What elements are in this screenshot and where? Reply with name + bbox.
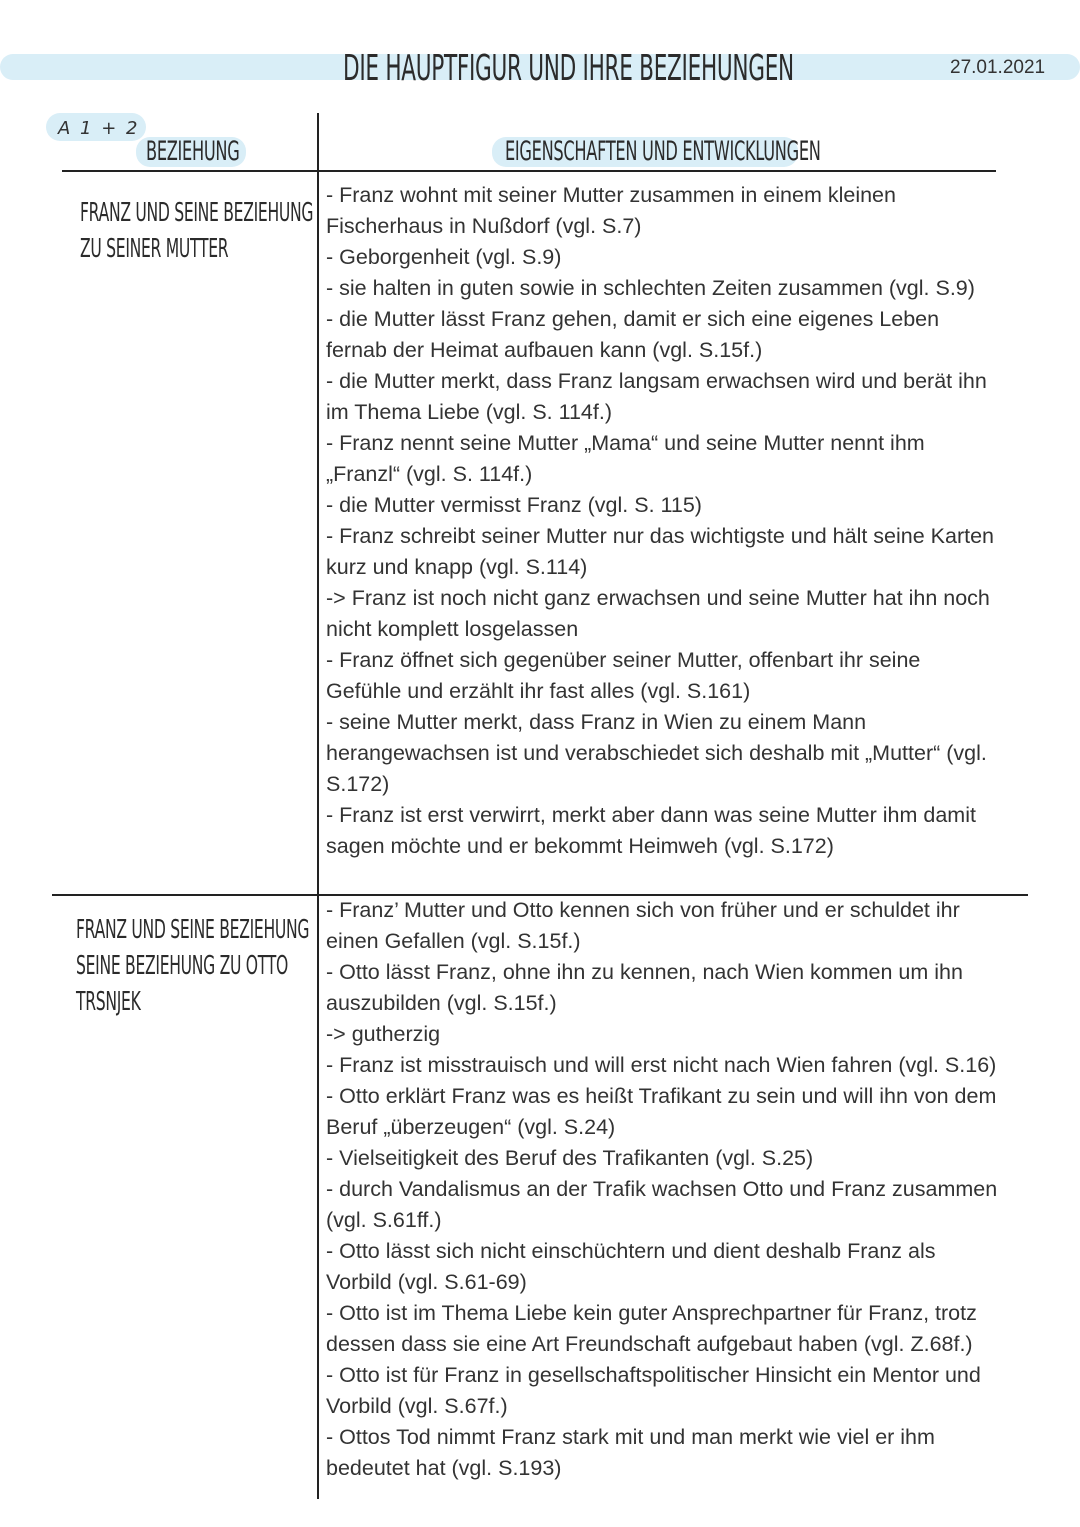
row-label-line: SEINE BEZIEHUNG ZU OTTO [76, 951, 288, 981]
text-line: - seine Mutter merkt, dass Franz in Wien zu einem Mann [326, 710, 867, 734]
text-line: - Ottos Tod nimmt Franz stark mit und man merkt wie viel er ihm [326, 1425, 935, 1449]
row-content-otto [326, 895, 1046, 1484]
text-line: - durch Vandalismus an der Trafik wachsen Otto und Franz zusammen [326, 1177, 998, 1201]
text-line: Vorbild (vgl. S.67f.) [326, 1394, 508, 1418]
text-line: - die Mutter lässt Franz gehen, damit er sich eine eigenes Leben [326, 307, 940, 331]
task-label: A 1 + 2 [58, 118, 140, 139]
text-line: - Franz wohnt mit seiner Mutter zusammen in einem kleinen [326, 183, 896, 207]
text-line: -> Franz ist noch nicht ganz erwachsen und seine Mutter hat ihn noch [326, 586, 990, 610]
text-line: - Franz’ Mutter und Otto kennen sich von früher und er schuldet ihr [326, 898, 960, 922]
text-line: auszubilden (vgl. S.15f.) [326, 991, 557, 1015]
text-line: - Otto lässt sich nicht einschüchtern und dient deshalb Franz als [326, 1239, 936, 1263]
row-label-mother [80, 195, 313, 267]
text-line: Fischerhaus in Nußdorf (vgl. S.7) [326, 214, 642, 238]
text-line: -> gutherzig [326, 1022, 441, 1046]
text-line: nicht komplett losgelassen [326, 617, 579, 641]
text-line: - Franz schreibt seiner Mutter nur das wichtigste und hält seine Karten [326, 524, 995, 548]
text-line: - sie halten in guten sowie in schlechten Zeiten zusammen (vgl. S.9) [326, 276, 975, 300]
page-title: DIE HAUPTFIGUR UND IHRE BEZIEHUNGEN [343, 48, 794, 89]
text-line: Vorbild (vgl. S.61-69) [326, 1270, 527, 1294]
text-line: - Franz ist erst verwirrt, merkt aber dann was seine Mutter ihm damit [326, 803, 976, 827]
column-header-relationship: BEZIEHUNG [146, 136, 240, 167]
text-line: fernab der Heimat aufbauen kann (vgl. S.15f.) [326, 338, 763, 362]
text-line: Beruf „überzeugen“ (vgl. S.24) [326, 1115, 616, 1139]
text-line: kurz und knapp (vgl. S.114) [326, 555, 588, 579]
text-line: (vgl. S.61ff.) [326, 1208, 442, 1232]
text-line: „Franzl“ (vgl. S. 114f.) [326, 462, 533, 486]
row-content-mother [326, 180, 1046, 862]
text-line: - die Mutter vermisst Franz (vgl. S. 115) [326, 493, 702, 517]
header-rule [62, 170, 996, 172]
text-line: - Otto erklärt Franz was es heißt Trafikant zu sein und will ihn von dem [326, 1084, 997, 1108]
row-label-otto [76, 912, 309, 1020]
text-line: dessen dass sie eine Art Freundschaft aufgebaut haben (vgl. Z.68f.) [326, 1332, 973, 1356]
date: 27.01.2021 [950, 57, 1046, 78]
text-line: herangewachsen ist und verabschiedet sich deshalb mit „Mutter“ (vgl. [326, 741, 987, 765]
text-line: - Vielseitigkeit des Beruf des Trafikanten (vgl. S.25) [326, 1146, 814, 1170]
text-line: - die Mutter merkt, dass Franz langsam erwachsen wird und berät ihn [326, 369, 987, 393]
text-line: - Otto ist im Thema Liebe kein guter Ansprechpartner für Franz, trotz [326, 1301, 977, 1325]
text-line: einen Gefallen (vgl. S.15f.) [326, 929, 581, 953]
text-line: sagen möchte und er bekommt Heimweh (vgl. S.172) [326, 834, 834, 858]
text-line: S.172) [326, 772, 390, 796]
row-label-line: TRSNJEK [76, 987, 141, 1017]
column-header-properties: EIGENSCHAFTEN UND ENTWICKLUNGEN [505, 136, 821, 167]
row-label-line: ZU SEINER MUTTER [80, 234, 229, 264]
vertical-divider [317, 113, 319, 1499]
text-line: - Otto lässt Franz, ohne ihn zu kennen, nach Wien kommen um ihn [326, 960, 963, 984]
text-line: - Geborgenheit (vgl. S.9) [326, 245, 562, 269]
text-line: - Franz ist misstrauisch und will erst nicht nach Wien fahren (vgl. S.16) [326, 1053, 997, 1077]
text-line: - Franz nennt seine Mutter „Mama“ und seine Mutter nennt ihm [326, 431, 925, 455]
text-line: - Otto ist für Franz in gesellschaftspolitischer Hinsicht ein Mentor und [326, 1363, 981, 1387]
text-line: im Thema Liebe (vgl. S. 114f.) [326, 400, 612, 424]
text-line: - Franz öffnet sich gegenüber seiner Mutter, offenbart ihr seine [326, 648, 921, 672]
row-label-line: FRANZ UND SEINE BEZIEHUNG [76, 915, 310, 945]
row-label-line: FRANZ UND SEINE BEZIEHUNG [80, 198, 314, 228]
text-line: Gefühle und erzählt ihr fast alles (vgl. S.161) [326, 679, 751, 703]
text-line: bedeutet hat (vgl. S.193) [326, 1456, 562, 1480]
